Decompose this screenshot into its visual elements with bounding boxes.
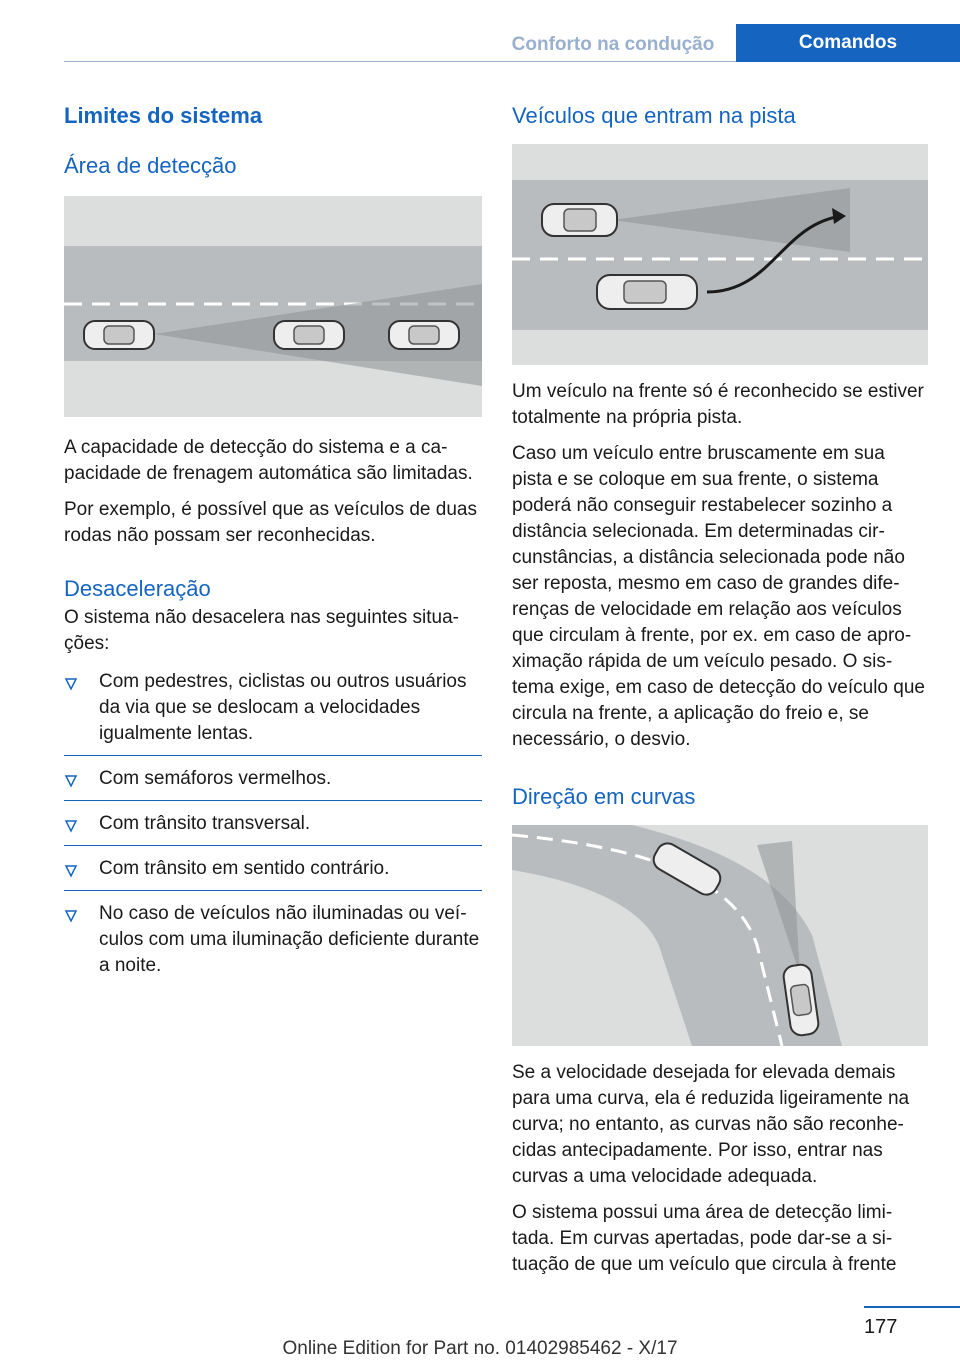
triangle-bullet-icon	[64, 909, 78, 923]
subsection-title-detection-area: Área de detecção	[64, 153, 237, 178]
right-column	[512, 100, 928, 1278]
header-chapter-tab[interactable]: Comandos	[736, 24, 960, 62]
subsection-title-deceleration: Desaceleração	[64, 576, 211, 601]
paragraph-detection-capacity: A capacidade de detecção do sistema e a capacidade de frenagem automática são limitadas.	[64, 437, 473, 484]
paragraph-cut-in-behavior: Caso um veículo entre bruscamente em sua pista e se coloque em sua frente, o sistema poderá não conseguir restabelecer sozinho a distância selecionada. Em determinadas circunstâncias, a distância selecionada pode não ser reposta, mesmo em caso de grandes diferenças de velocidade em relação aos veículos que circulam à frente, por ex. em caso de aproximação rápida de um veículo pesado. O sistema exige, em caso de detecção do veículo que circula na frente, a aplicação do freio e, se necessário, o desvio.	[512, 443, 925, 750]
vehicle-cut-in-illustration	[512, 144, 928, 365]
header-section-tab[interactable]: Conforto na condução	[511, 34, 715, 55]
cutting-in-car-icon	[597, 275, 697, 309]
own-car-icon	[84, 321, 154, 349]
vehicle-far-icon	[389, 321, 459, 349]
deceleration-situations-list	[64, 665, 482, 987]
paragraph-curve-speed: Se a velocidade desejada for elevada demais para uma curva, ela é reduzida ligeiramente na curva; no entanto, as curvas não são reconhecidas antecipadamente. Por isso, entrar nas curvas a uma velocidade adequada.	[512, 1062, 910, 1187]
page-number-rule	[864, 1306, 960, 1308]
footer-edition-text: Online Edition for Part no. 01402985462 - X/17	[282, 1338, 678, 1359]
list-item	[64, 852, 482, 891]
list-item	[64, 807, 482, 846]
triangle-bullet-icon	[64, 819, 78, 833]
list-item-text: Com trânsito transversal.	[99, 813, 311, 834]
detection-area-illustration	[64, 196, 482, 417]
paragraph-limited-detection: O sistema possui uma área de detecção limitada. Em curvas apertadas, pode dar-se a situação de que um veículo que circula à frente	[512, 1202, 897, 1275]
curve-driving-illustration	[512, 825, 928, 1046]
list-item-text: Com trânsito em sentido contrário.	[99, 858, 390, 879]
list-item	[64, 665, 482, 756]
triangle-bullet-icon	[64, 677, 78, 691]
subsection-title-curve-driving: Direção em curvas	[512, 784, 696, 809]
list-item	[64, 897, 482, 987]
subsection-title-vehicles-entering-lane: Veículos que entram na pista	[512, 103, 796, 128]
triangle-bullet-icon	[64, 774, 78, 788]
vehicle-ahead-icon	[274, 321, 344, 349]
list-item-text: Com pedestres, ciclistas ou outros usuários da via que se deslocam a velocidades igualmente lentas.	[99, 671, 467, 744]
paragraph-deceleration-intro: O sistema não desacelera nas seguintes situações:	[64, 607, 459, 654]
paragraph-vehicle-in-front-recognition: Um veículo na frente só é reconhecido se estiver totalmente na própria pista.	[512, 381, 924, 428]
page-number: 177	[864, 1316, 898, 1338]
paragraph-two-wheelers: Por exemplo, é possível que as veículos de duas rodas não possam ser reconhecidas.	[64, 499, 477, 546]
own-car-icon	[542, 204, 617, 236]
list-item-text: No caso de veículos não iluminadas ou veículos com uma iluminação deficiente durante a noite.	[99, 903, 480, 976]
section-title-system-limits: Limites do sistema	[64, 103, 263, 128]
list-item	[64, 762, 482, 801]
left-column	[64, 100, 482, 993]
triangle-bullet-icon	[64, 864, 78, 878]
list-item-text: Com semáforos vermelhos.	[99, 768, 332, 789]
